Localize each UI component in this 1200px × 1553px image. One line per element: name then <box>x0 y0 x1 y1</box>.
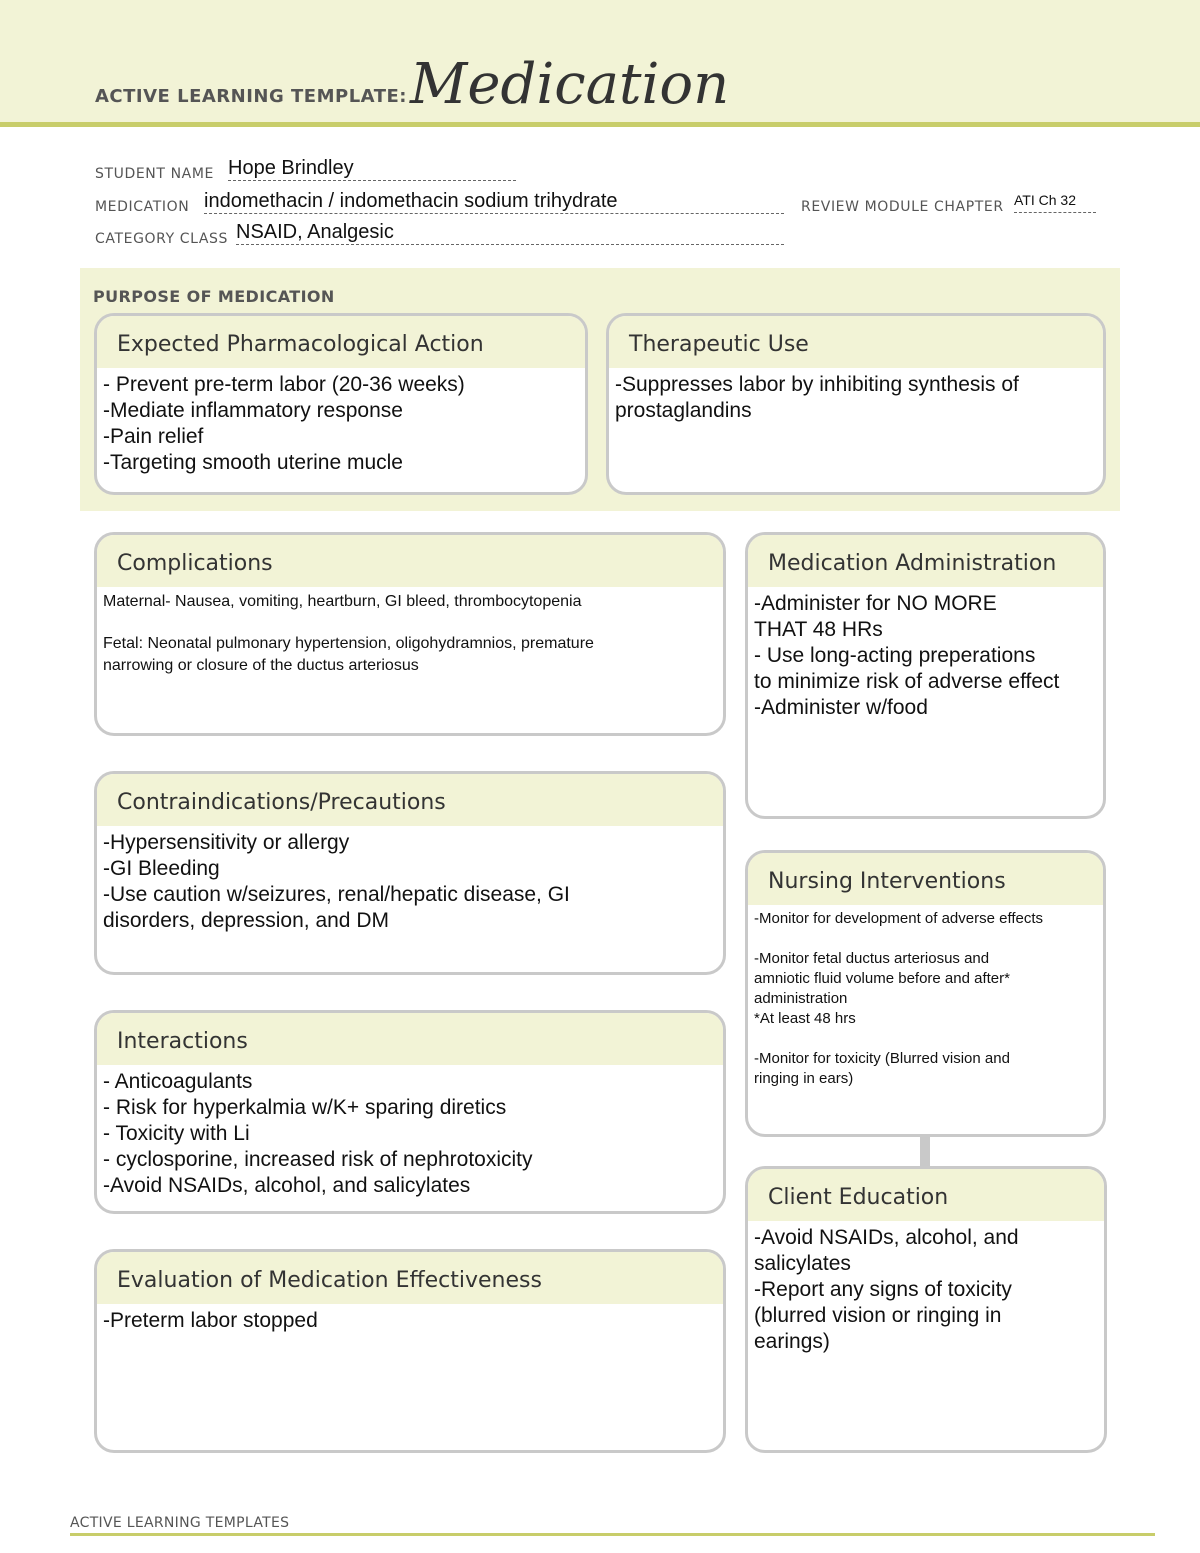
therapeutic-use-title: Therapeutic Use <box>609 316 1103 368</box>
category-label: CATEGORY CLASS <box>95 231 229 247</box>
administration-title: Medication Administration <box>748 535 1103 587</box>
expected-action-line: -Pain relief <box>103 425 204 448</box>
spacer <box>754 929 1097 949</box>
evaluation-title: Evaluation of Medication Effectiveness <box>97 1252 723 1304</box>
review-module-label: REVIEW MODULE CHAPTER <box>801 199 1004 215</box>
footer-label: ACTIVE LEARNING TEMPLATES <box>70 1515 290 1531</box>
nursing-interventions-title: Nursing Interventions <box>748 853 1103 905</box>
review-module-field[interactable]: ATI Ch 32 <box>1014 188 1096 213</box>
education-line: -Avoid NSAIDs, alcohol, and <box>754 1226 1019 1249</box>
administration-box <box>745 532 1106 819</box>
nursing-line: -Monitor for toxicity (Blurred vision and <box>754 1050 1010 1067</box>
education-line: earings) <box>754 1330 830 1353</box>
student-name-field[interactable]: Hope Brindley <box>228 156 516 181</box>
expected-action-box <box>94 313 588 495</box>
purpose-title: PURPOSE OF MEDICATION <box>93 287 335 306</box>
administration-line: - Use long-acting preperations <box>754 644 1036 667</box>
complications-fetal: Fetal: Neonatal pulmonary hypertension, oligohydramnios, premature <box>103 635 594 652</box>
evaluation-line: -Preterm labor stopped <box>103 1309 318 1332</box>
contraindications-line: -Hypersensitivity or allergy <box>103 831 350 854</box>
administration-line: THAT 48 HRs <box>754 618 883 641</box>
interactions-line: - Anticoagulants <box>103 1070 253 1093</box>
contraindications-line: -Use caution w/seizures, renal/hepatic disease, GI <box>103 883 570 906</box>
interactions-box <box>94 1010 726 1214</box>
template-label: ACTIVE LEARNING TEMPLATE: <box>95 86 407 107</box>
therapeutic-use-line: prostaglandins <box>615 399 752 422</box>
complications-maternal: Maternal- Nausea, vomiting, heartburn, GI bleed, thrombocytopenia <box>103 593 582 610</box>
expected-action-line: -Targeting smooth uterine mucle <box>103 451 403 474</box>
contraindications-line: disorders, depression, and DM <box>103 909 389 932</box>
interactions-line: - Toxicity with Li <box>103 1122 250 1145</box>
complications-title: Complications <box>97 535 723 587</box>
complications-fetal: narrowing or closure of the ductus arteriosus <box>103 657 419 674</box>
education-line: (blurred vision or ringing in <box>754 1304 1002 1327</box>
client-education-title: Client Education <box>748 1169 1104 1221</box>
nursing-line: ringing in ears) <box>754 1070 854 1087</box>
administration-line: to minimize risk of adverse effect <box>754 670 1060 693</box>
complications-box <box>94 532 726 736</box>
education-line: salicylates <box>754 1252 851 1275</box>
student-name-label: STUDENT NAME <box>95 166 214 182</box>
expected-action-line: -Mediate inflammatory response <box>103 399 403 422</box>
expected-action-title: Expected Pharmacological Action <box>97 316 585 368</box>
medication-field[interactable]: indomethacin / indomethacin sodium trihydrate <box>204 189 784 214</box>
header-rule <box>0 122 1200 127</box>
nursing-line: amniotic fluid volume before and after* <box>754 970 1010 987</box>
administration-line: -Administer for NO MORE <box>754 592 997 615</box>
interactions-line: - cyclosporine, increased risk of nephrotoxicity <box>103 1148 533 1171</box>
interactions-line: - Risk for hyperkalmia w/K+ sparing diretics <box>103 1096 507 1119</box>
medication-label: MEDICATION <box>95 199 190 215</box>
interactions-line: -Avoid NSAIDs, alcohol, and salicylates <box>103 1174 471 1197</box>
interactions-title: Interactions <box>97 1013 723 1065</box>
contraindications-title: Contraindications/Precautions <box>97 774 723 826</box>
nursing-line: -Monitor fetal ductus arteriosus and <box>754 950 990 967</box>
category-field[interactable]: NSAID, Analgesic <box>236 220 784 245</box>
nursing-line: *At least 48 hrs <box>754 1010 856 1027</box>
client-education-box <box>745 1166 1107 1453</box>
connector-bar <box>920 1135 930 1167</box>
footer-rule <box>70 1533 1155 1536</box>
nursing-line: administration <box>754 990 848 1007</box>
administration-line: -Administer w/food <box>754 696 928 719</box>
contraindications-line: -GI Bleeding <box>103 857 220 880</box>
page-title: Medication <box>410 52 730 117</box>
contraindications-box <box>94 771 726 975</box>
therapeutic-use-line: -Suppresses labor by inhibiting synthesis of <box>615 373 1019 396</box>
spacer <box>754 1029 1097 1049</box>
nursing-line: -Monitor for development of adverse effects <box>754 910 1044 927</box>
nursing-interventions-box <box>745 850 1106 1137</box>
spacer <box>103 613 717 633</box>
therapeutic-use-box <box>606 313 1106 495</box>
education-line: -Report any signs of toxicity <box>754 1278 1012 1301</box>
expected-action-line: - Prevent pre-term labor (20-36 weeks) <box>103 373 465 396</box>
evaluation-box <box>94 1249 726 1453</box>
